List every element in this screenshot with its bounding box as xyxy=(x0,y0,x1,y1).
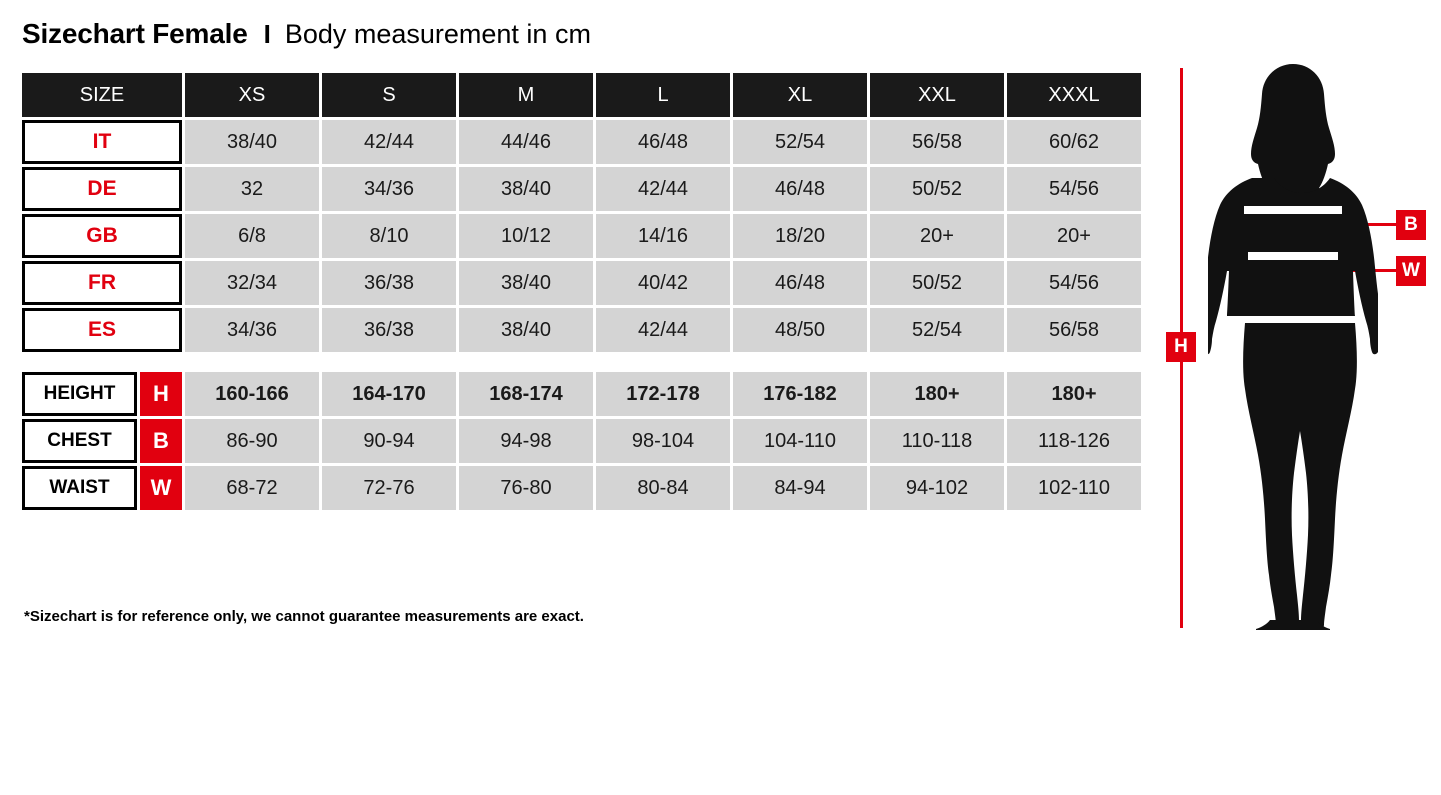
value-cell xyxy=(596,261,730,305)
value-cell xyxy=(185,120,319,164)
row-label-de: DE xyxy=(22,167,182,211)
value-cell xyxy=(185,372,319,416)
title-separator: I xyxy=(263,19,271,49)
table-row xyxy=(22,466,1141,510)
cell-waist-m: 76-80 xyxy=(459,466,593,510)
sizechart-table-wrap xyxy=(22,73,1141,510)
value-cell xyxy=(596,167,730,211)
body-figure-area xyxy=(1160,60,1430,640)
value-cell xyxy=(870,372,1004,416)
value-cell xyxy=(733,419,867,463)
cell-it-m: 44/46 xyxy=(459,120,593,164)
header-cell-size xyxy=(22,73,182,117)
figure-badge-h: H xyxy=(1166,332,1196,362)
cell-gb-xs: 6/8 xyxy=(185,214,319,258)
cell-es-l: 42/44 xyxy=(596,308,730,352)
cell-gb-xxxl: 20+ xyxy=(1007,214,1141,258)
value-cell xyxy=(870,308,1004,352)
header-cell-m xyxy=(459,73,593,117)
page-title xyxy=(22,18,591,50)
value-cell xyxy=(1007,372,1141,416)
cell-fr-xxl: 50/52 xyxy=(870,261,1004,305)
value-cell xyxy=(322,372,456,416)
value-cell xyxy=(596,308,730,352)
value-cell xyxy=(870,120,1004,164)
cell-de-l: 42/44 xyxy=(596,167,730,211)
header-label-m: M xyxy=(459,73,593,117)
value-cell xyxy=(1007,167,1141,211)
table-row xyxy=(22,167,1141,211)
header-label-l: L xyxy=(596,73,730,117)
row-label-fr: FR xyxy=(22,261,182,305)
row-label-cell xyxy=(22,214,182,258)
value-cell xyxy=(870,419,1004,463)
header-label-xs: XS xyxy=(185,73,319,117)
cell-chest-s: 90-94 xyxy=(322,419,456,463)
value-cell xyxy=(870,214,1004,258)
table-row xyxy=(22,419,1141,463)
cell-fr-xl: 46/48 xyxy=(733,261,867,305)
table-header-row xyxy=(22,73,1141,117)
cell-gb-l: 14/16 xyxy=(596,214,730,258)
measure-label-height-text: HEIGHT xyxy=(22,372,137,416)
header-cell-xl xyxy=(733,73,867,117)
header-cell-l xyxy=(596,73,730,117)
value-cell xyxy=(1007,466,1141,510)
cell-height-m: 168-174 xyxy=(459,372,593,416)
cell-it-l: 46/48 xyxy=(596,120,730,164)
cell-chest-l: 98-104 xyxy=(596,419,730,463)
cell-es-xs: 34/36 xyxy=(185,308,319,352)
row-label-cell xyxy=(22,120,182,164)
value-cell xyxy=(185,261,319,305)
value-cell xyxy=(596,466,730,510)
cell-fr-s: 36/38 xyxy=(322,261,456,305)
cell-es-xxxl: 56/58 xyxy=(1007,308,1141,352)
measure-label-chest-text: CHEST xyxy=(22,419,137,463)
cell-waist-xs: 68-72 xyxy=(185,466,319,510)
table-row xyxy=(22,214,1141,258)
footnote-text: *Sizechart is for reference only, we cannot guarantee measurements are exact. xyxy=(24,608,584,625)
value-cell xyxy=(870,261,1004,305)
cell-waist-xxxl: 102-110 xyxy=(1007,466,1141,510)
value-cell xyxy=(596,372,730,416)
value-cell xyxy=(596,214,730,258)
cell-it-s: 42/44 xyxy=(322,120,456,164)
header-label-xxxl: XXXL xyxy=(1007,73,1141,117)
value-cell xyxy=(733,466,867,510)
value-cell xyxy=(1007,261,1141,305)
value-cell xyxy=(322,308,456,352)
cell-chest-xxxl: 118-126 xyxy=(1007,419,1141,463)
row-label-cell xyxy=(22,261,182,305)
value-cell xyxy=(1007,308,1141,352)
value-cell xyxy=(185,466,319,510)
cell-height-xl: 176-182 xyxy=(733,372,867,416)
header-cell-s xyxy=(322,73,456,117)
cell-de-xxl: 50/52 xyxy=(870,167,1004,211)
cell-waist-xl: 84-94 xyxy=(733,466,867,510)
measure-label-waist-text: WAIST xyxy=(22,466,137,510)
cell-it-xxl: 56/58 xyxy=(870,120,1004,164)
row-label-cell xyxy=(22,308,182,352)
cell-height-xs: 160-166 xyxy=(185,372,319,416)
title-main: Sizechart Female xyxy=(22,18,248,49)
row-label-cell xyxy=(22,167,182,211)
value-cell xyxy=(733,214,867,258)
cell-height-s: 164-170 xyxy=(322,372,456,416)
cell-fr-xs: 32/34 xyxy=(185,261,319,305)
figure-badge-w: W xyxy=(1396,256,1426,286)
row-label-gb: GB xyxy=(22,214,182,258)
measure-label-height xyxy=(22,372,182,416)
cell-es-s: 36/38 xyxy=(322,308,456,352)
value-cell xyxy=(322,120,456,164)
value-cell xyxy=(733,167,867,211)
value-cell xyxy=(733,261,867,305)
female-silhouette-icon xyxy=(1208,60,1378,630)
cell-height-xxxl: 180+ xyxy=(1007,372,1141,416)
cell-de-m: 38/40 xyxy=(459,167,593,211)
value-cell xyxy=(185,167,319,211)
cell-chest-xxl: 110-118 xyxy=(870,419,1004,463)
value-cell xyxy=(1007,419,1141,463)
cell-es-xl: 48/50 xyxy=(733,308,867,352)
measure-label-waist xyxy=(22,466,182,510)
value-cell xyxy=(733,120,867,164)
table-row xyxy=(22,120,1141,164)
cell-height-l: 172-178 xyxy=(596,372,730,416)
header-cell-xxxl xyxy=(1007,73,1141,117)
value-cell xyxy=(596,419,730,463)
cell-fr-m: 38/40 xyxy=(459,261,593,305)
cell-chest-m: 94-98 xyxy=(459,419,593,463)
spacer-cell xyxy=(22,355,1141,369)
cell-fr-l: 40/42 xyxy=(596,261,730,305)
value-cell xyxy=(733,308,867,352)
value-cell xyxy=(322,214,456,258)
value-cell xyxy=(870,167,1004,211)
header-cell-xxl xyxy=(870,73,1004,117)
cell-gb-xl: 18/20 xyxy=(733,214,867,258)
cell-de-xl: 46/48 xyxy=(733,167,867,211)
value-cell xyxy=(322,167,456,211)
sizechart-table xyxy=(19,70,1144,513)
header-label-s: S xyxy=(322,73,456,117)
cell-es-xxl: 52/54 xyxy=(870,308,1004,352)
value-cell xyxy=(185,308,319,352)
value-cell xyxy=(459,372,593,416)
row-label-es: ES xyxy=(22,308,182,352)
row-label-cell xyxy=(22,419,182,463)
cell-chest-xs: 86-90 xyxy=(185,419,319,463)
cell-waist-l: 80-84 xyxy=(596,466,730,510)
value-cell xyxy=(459,466,593,510)
figure-badge-b: B xyxy=(1396,210,1426,240)
value-cell xyxy=(459,214,593,258)
value-cell xyxy=(459,308,593,352)
cell-chest-xl: 104-110 xyxy=(733,419,867,463)
title-subtitle: Body measurement in cm xyxy=(284,19,591,49)
header-label-size: SIZE xyxy=(22,73,182,117)
cell-de-s: 34/36 xyxy=(322,167,456,211)
cell-waist-s: 72-76 xyxy=(322,466,456,510)
value-cell xyxy=(459,261,593,305)
row-label-cell xyxy=(22,372,182,416)
value-cell xyxy=(596,120,730,164)
table-row xyxy=(22,308,1141,352)
measure-badge-b: B xyxy=(140,419,182,463)
measure-badge-w: W xyxy=(140,466,182,510)
cell-it-xxxl: 60/62 xyxy=(1007,120,1141,164)
cell-de-xs: 32 xyxy=(185,167,319,211)
table-row xyxy=(22,261,1141,305)
value-cell xyxy=(459,120,593,164)
cell-height-xxl: 180+ xyxy=(870,372,1004,416)
value-cell xyxy=(1007,120,1141,164)
table-row xyxy=(22,372,1141,416)
value-cell xyxy=(185,214,319,258)
value-cell xyxy=(459,419,593,463)
cell-it-xs: 38/40 xyxy=(185,120,319,164)
cell-gb-s: 8/10 xyxy=(322,214,456,258)
header-cell-xs xyxy=(185,73,319,117)
value-cell xyxy=(322,261,456,305)
cell-waist-xxl: 94-102 xyxy=(870,466,1004,510)
cell-fr-xxxl: 54/56 xyxy=(1007,261,1141,305)
value-cell xyxy=(733,372,867,416)
cell-es-m: 38/40 xyxy=(459,308,593,352)
value-cell xyxy=(870,466,1004,510)
value-cell xyxy=(322,419,456,463)
value-cell xyxy=(1007,214,1141,258)
row-label-cell xyxy=(22,466,182,510)
value-cell xyxy=(185,419,319,463)
cell-it-xl: 52/54 xyxy=(733,120,867,164)
value-cell xyxy=(322,466,456,510)
table-spacer-row xyxy=(22,355,1141,369)
cell-de-xxxl: 54/56 xyxy=(1007,167,1141,211)
header-label-xl: XL xyxy=(733,73,867,117)
header-label-xxl: XXL xyxy=(870,73,1004,117)
measure-label-chest xyxy=(22,419,182,463)
measure-badge-h: H xyxy=(140,372,182,416)
row-label-it: IT xyxy=(22,120,182,164)
cell-gb-xxl: 20+ xyxy=(870,214,1004,258)
cell-gb-m: 10/12 xyxy=(459,214,593,258)
value-cell xyxy=(459,167,593,211)
